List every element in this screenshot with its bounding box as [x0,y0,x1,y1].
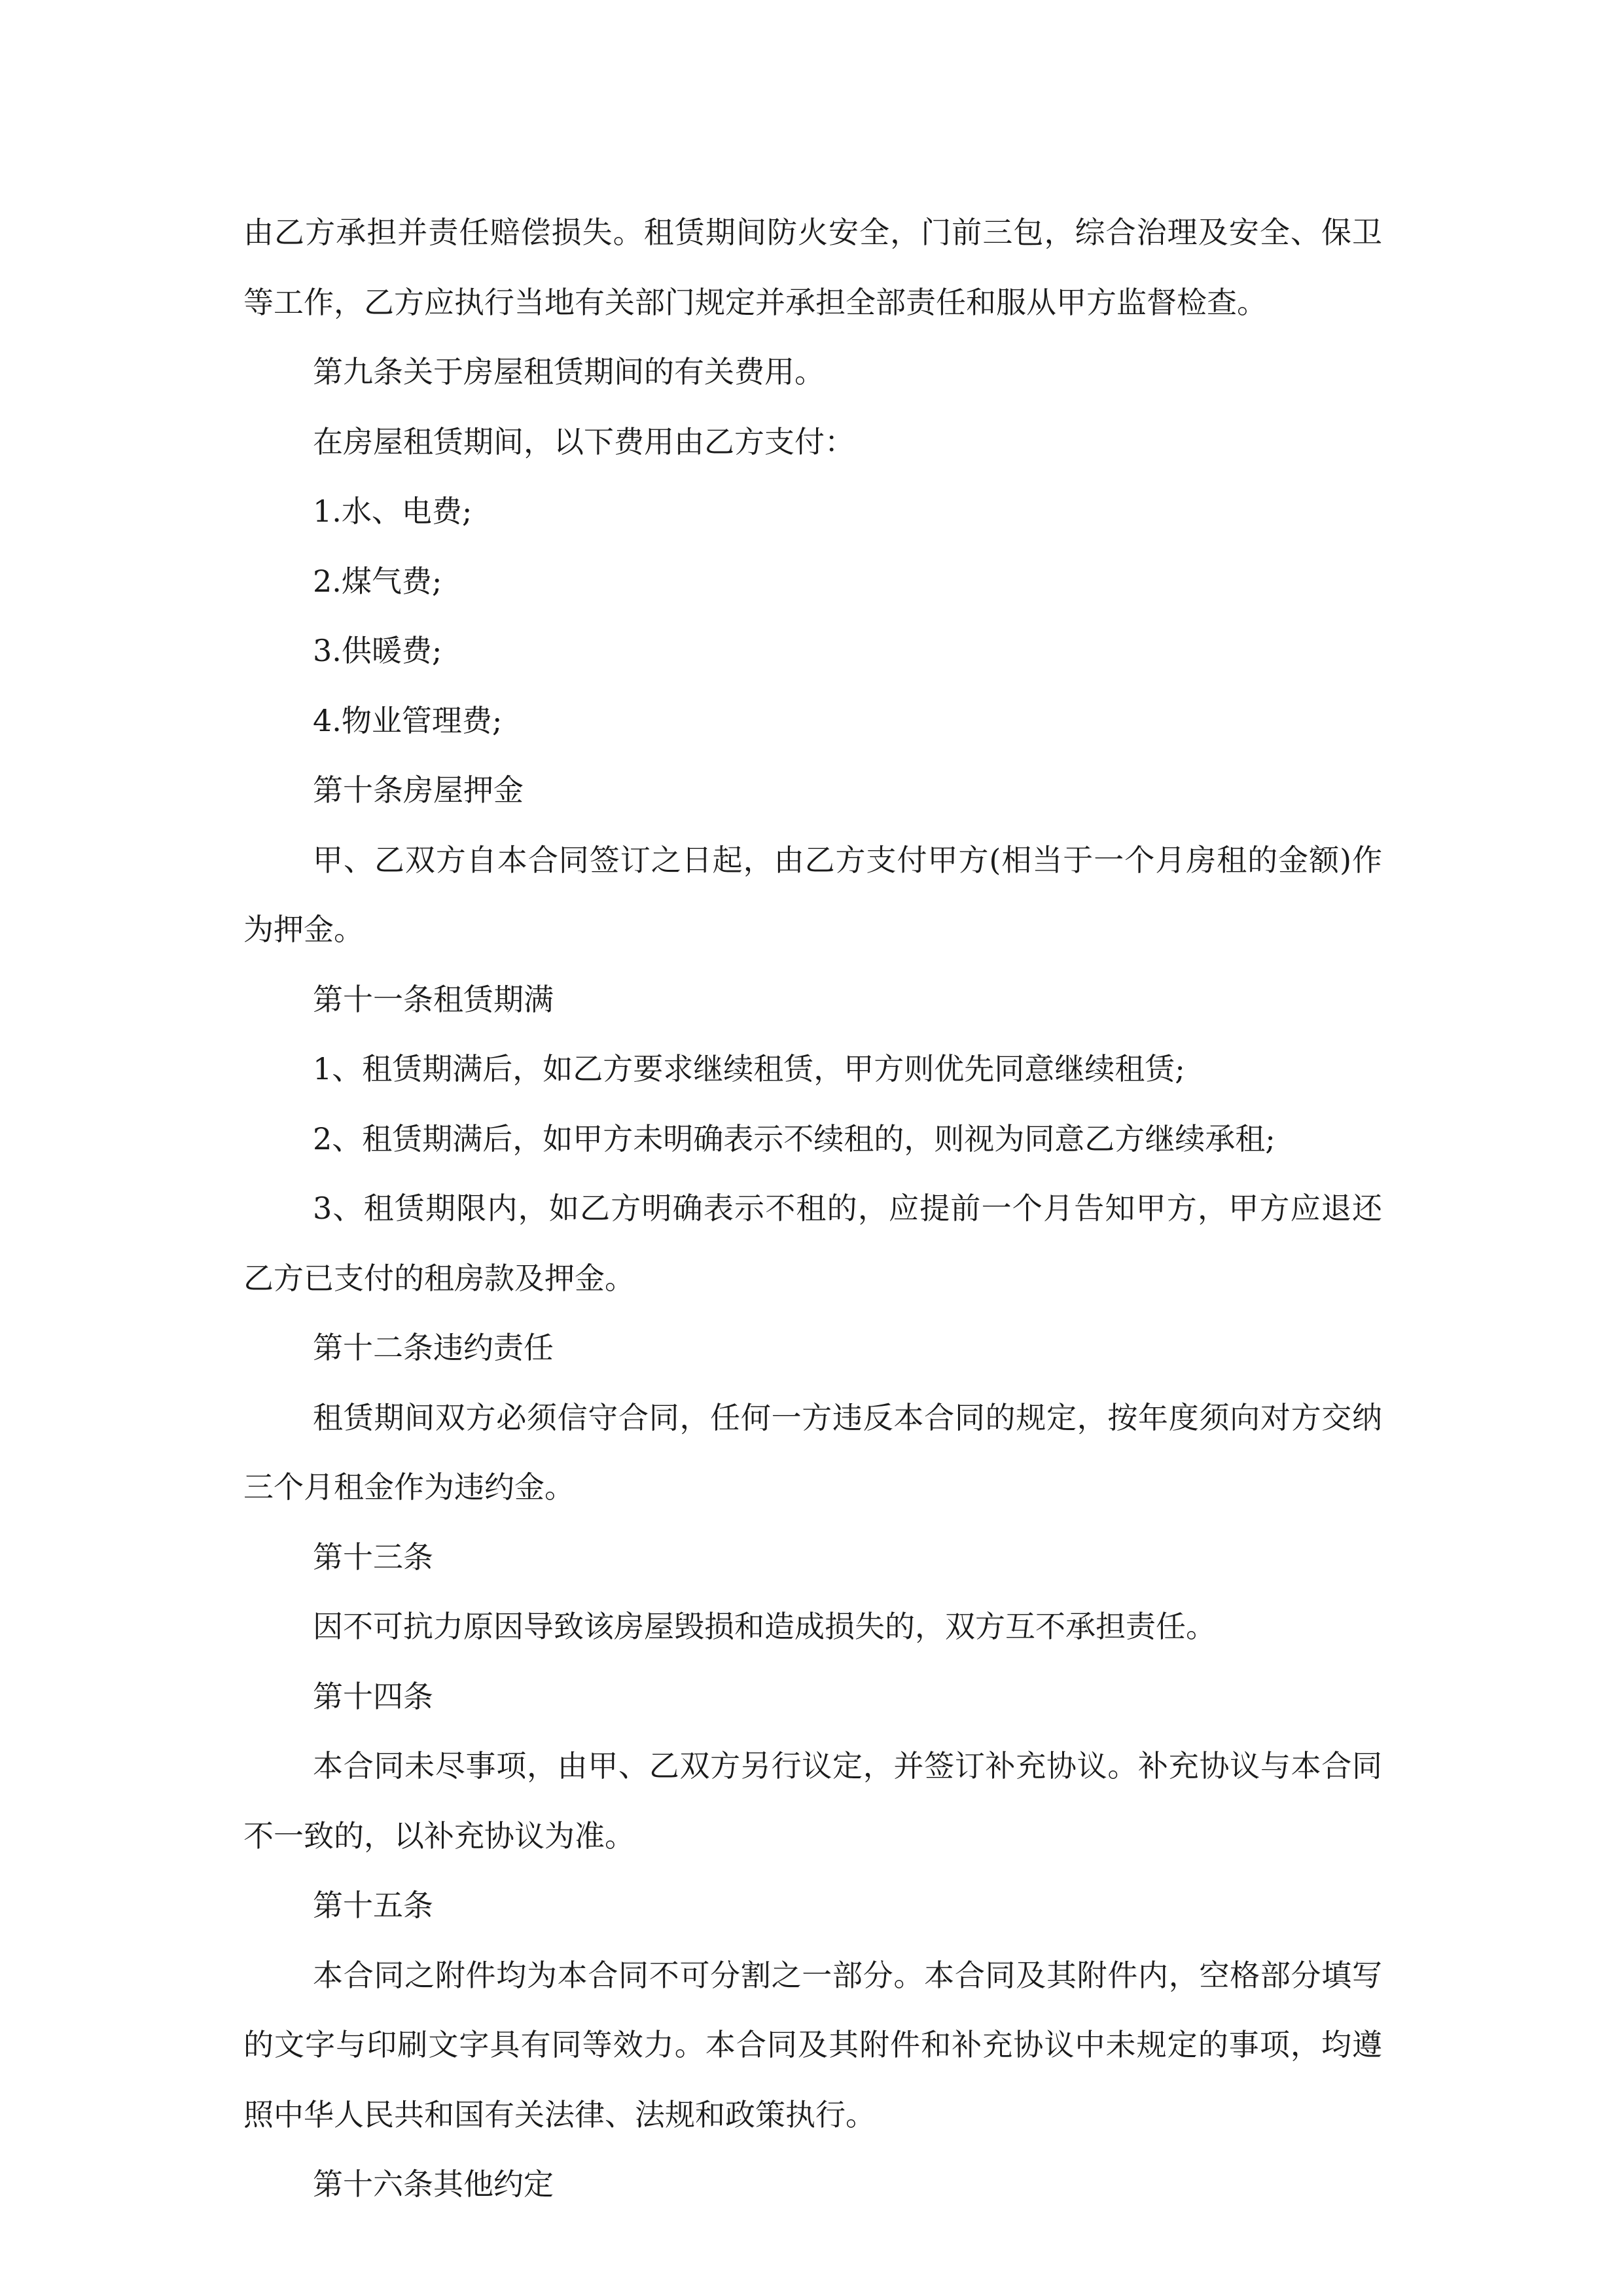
paragraph-force-majeure: 因不可抗力原因导致该房屋毁损和造成损失的，双方互不承担责任。 [313,1609,1216,1644]
list-item-early-termination: 3、租赁期限内，如乙方明确表示不租的，应提前一个月告知甲方，甲方应退还乙方已支付的租房款及押金。 [243,1191,1382,1296]
paragraph-deposit: 甲、乙双方自本合同签订之日起，由乙方支付甲方(相当于一个月房租的金额)作为押金。 [243,842,1382,947]
heading-article-15: 第十五条 [313,1888,433,1923]
paragraph-liability-continued: 由乙方承担并责任赔偿损失。租赁期间防火安全，门前三包，综合治理及安全、保卫等工作，乙方应执行当地有关部门规定并承担全部责任和服从甲方监督检查。 [243,215,1382,320]
contract-body [243,198,1382,2219]
heading-article-13: 第十三条 [313,1539,433,1575]
list-item-renewal-default: 2、租赁期满后，如甲方未明确表示不续租的，则视为同意乙方继续承租; [313,1121,1275,1157]
list-item-renewal-priority: 1、租赁期满后，如乙方要求继续租赁，甲方则优先同意继续租赁; [313,1051,1185,1086]
heading-article-9: 第九条关于房屋租赁期间的有关费用。 [313,354,825,389]
heading-article-16: 第十六条其他约定 [313,2166,554,2202]
paragraph-supplementary-agreement: 本合同未尽事项，由甲、乙双方另行议定，并签订补充协议。补充协议与本合同不一致的，以补充协议为准。 [243,1748,1382,1854]
heading-article-12: 第十二条违约责任 [313,1330,554,1365]
heading-article-10: 第十条房屋押金 [313,772,524,808]
list-item-gas: 2.煤气费; [313,563,442,599]
heading-article-11: 第十一条租赁期满 [313,981,554,1017]
list-item-water-electricity: 1.水、电费; [313,493,473,529]
paragraph-fees-intro: 在房屋租赁期间，以下费用由乙方支付： [313,423,855,459]
heading-article-14: 第十四条 [313,1678,433,1714]
paragraph-attachments: 本合同之附件均为本合同不可分割之一部分。本合同及其附件内，空格部分填写的文字与印刷文字具有同等效力。本合同及其附件和补充协议中未规定的事项，均遵照中华人民共和国有关法律、法规和政策执行。 [243,1957,1382,2132]
list-item-property-management: 4.物业管理费; [313,702,503,738]
paragraph-breach: 租赁期间双方必须信守合同，任何一方违反本合同的规定，按年度须向对方交纳三个月租金作为违约金。 [243,1399,1382,1505]
list-item-heating: 3.供暖费; [313,633,442,668]
